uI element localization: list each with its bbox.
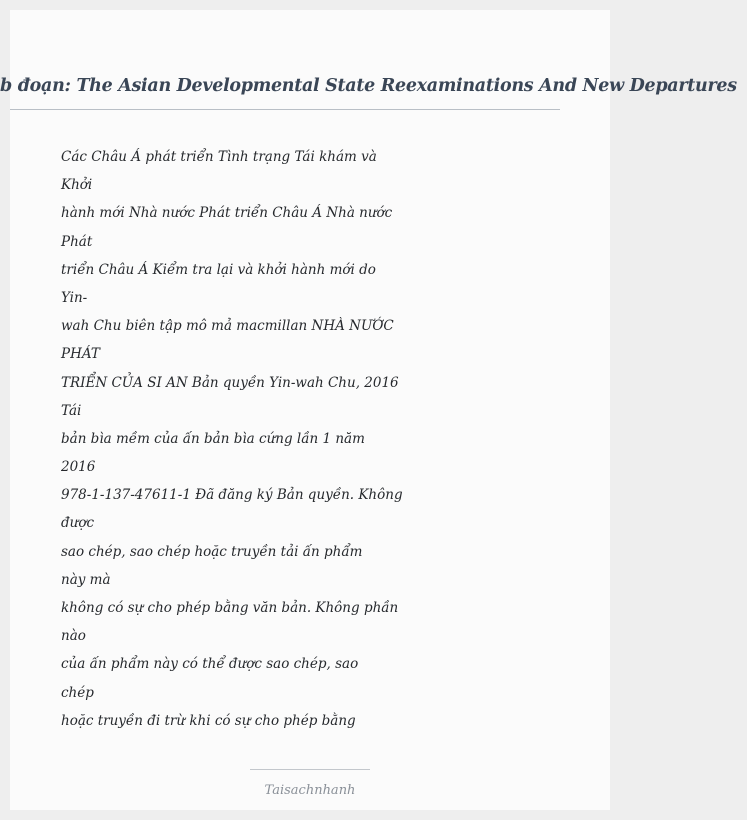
text-line: hành mới Nhà nước Phát triển Châu Á Nhà nước — [61, 205, 393, 222]
text-line: PHÁT — [61, 346, 100, 363]
text-line: chép — [61, 684, 94, 701]
text-line: wah Chu biên tập mô mả macmillan NHÀ NƯỚC — [61, 318, 394, 335]
page-title — [0, 76, 737, 96]
text-line: Tái — [61, 402, 82, 419]
text-line: sao chép, sao chép hoặc truyền tải ấn phẩm — [61, 543, 363, 560]
text-line: Phát — [61, 233, 93, 250]
footer-divider — [250, 769, 370, 770]
text-line: bản bìa mềm của ấn bản bìa cứng lần 1 năm — [61, 430, 365, 447]
text-line: TRIỂN CỦA SI AN Bản quyền Yin-wah Chu, 2016 — [61, 374, 399, 391]
text-line: Các Châu Á phát triển Tình trạng Tái khám và — [61, 149, 377, 165]
text-line: 978-1-137-47611-1 Đã đăng ký Bản quyền. Không — [61, 487, 403, 504]
text-line: hoặc truyền đi trừ khi có sự cho phép bằng — [61, 712, 356, 729]
text-line: nào — [61, 628, 86, 645]
page-title-text: b đoạn: The Asian Developmental State Reexaminations And New Departures — [0, 76, 737, 96]
text-line: của ấn phẩm này có thể được sao chép, sao — [61, 656, 359, 673]
text-line: này mà — [61, 571, 111, 588]
text-line: Khởi — [61, 177, 93, 194]
text-line: 2016 — [61, 459, 96, 476]
text-line: được — [61, 515, 95, 532]
document-body — [61, 143, 441, 735]
reader-page — [0, 10, 737, 810]
text-line: không có sự cho phép bằng văn bản. Không phần — [61, 600, 399, 616]
text-line: triển Châu Á Kiểm tra lại và khởi hành mới do — [61, 261, 376, 278]
footer-site-name: Taisachnhanh — [264, 783, 356, 798]
text-line: Yin- — [61, 289, 88, 306]
title-divider — [10, 109, 560, 110]
